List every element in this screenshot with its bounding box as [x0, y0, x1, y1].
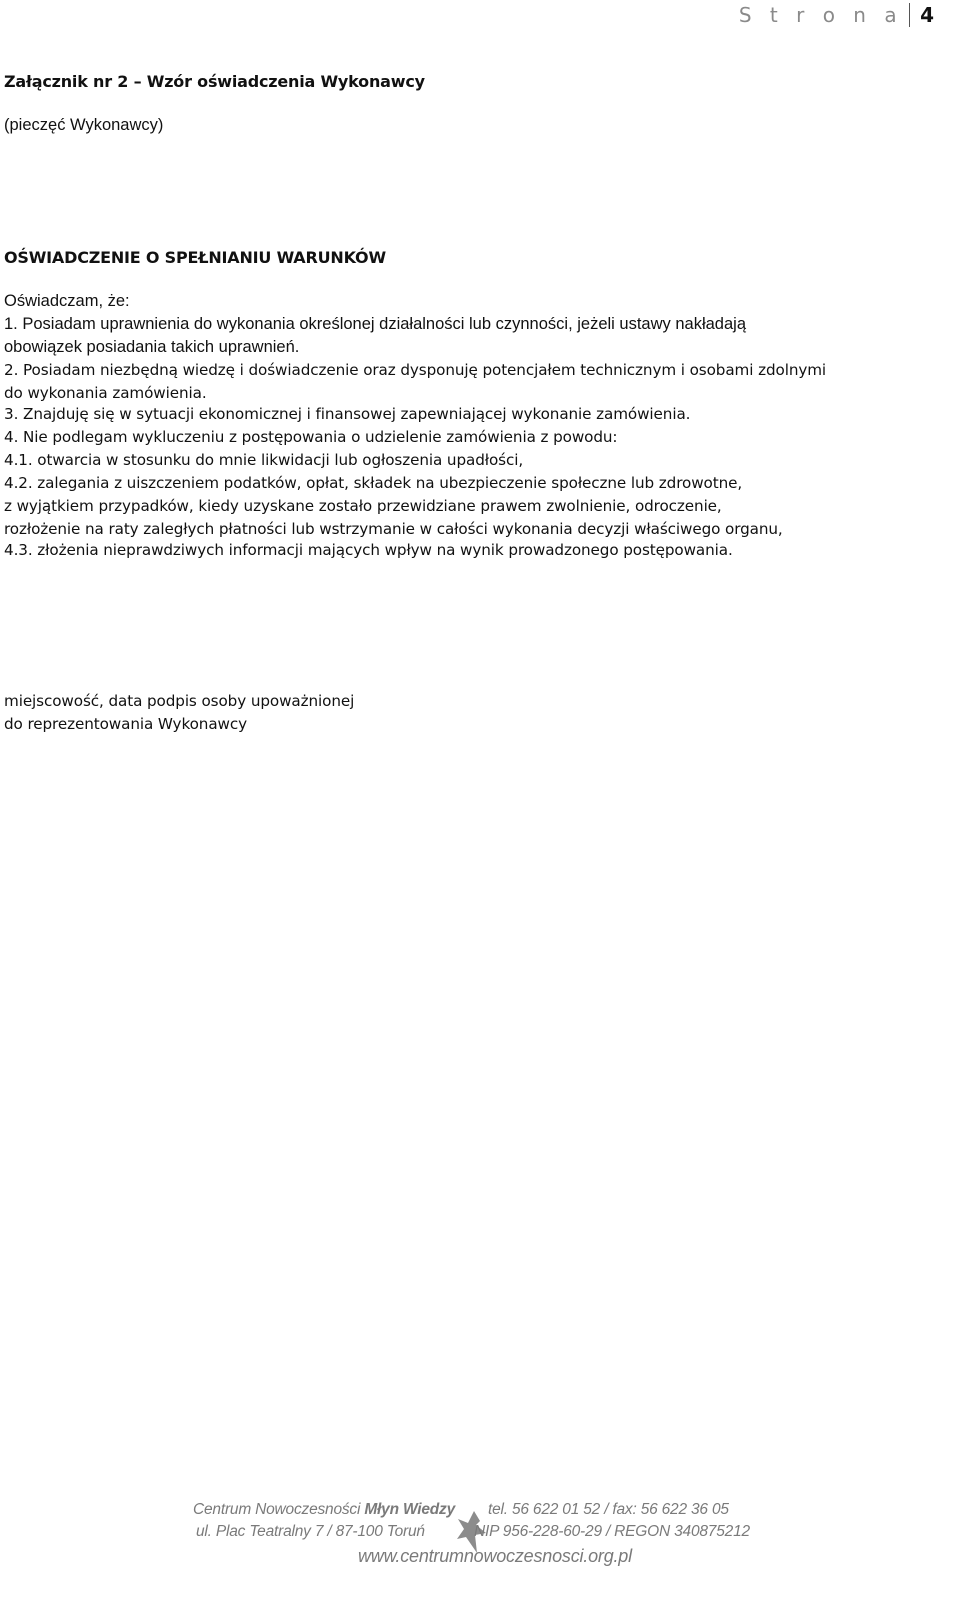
statement-line: 4.3. złożenia nieprawdziwych informacji mających wpływ na wynik prowadzonego postępowania.: [4, 541, 733, 559]
org-name-bold: Młyn Wiedzy: [364, 1501, 456, 1518]
stamp-note: (pieczęć Wykonawcy): [4, 116, 164, 134]
signature-caption-line1: miejscowość, data podpis osoby upoważnionej: [4, 692, 355, 710]
attachment-title: Załącznik nr 2 – Wzór oświadczenia Wykonawcy: [4, 72, 425, 91]
signature-caption-line2: do reprezentowania Wykonawcy: [4, 715, 247, 733]
statement-line: obowiązek posiadania takich uprawnień.: [4, 338, 300, 356]
statement-line: z wyjątkiem przypadków, kiedy uzyskane zostało przewidziane prawem zwolnienie, odroczenie,: [4, 497, 722, 515]
org-ids: NIP 956-228-60-29 / REGON 340875212: [474, 1523, 750, 1540]
org-name-prefix: Centrum Nowoczesności: [193, 1501, 361, 1518]
org-name: [193, 1501, 455, 1519]
statement-intro: Oświadczam, że:: [4, 292, 130, 310]
page-number: 4: [920, 3, 934, 27]
statement-line: 1. Posiadam uprawnienia do wykonania określonej działalności lub czynności, jeżeli ustawy nakładają: [4, 315, 747, 333]
statement-line: 4.2. zalegania z uiszczeniem podatków, opłat, składek na ubezpieczenie społeczne lub zdrowotne,: [4, 474, 743, 492]
org-address: ul. Plac Teatralny 7 / 87-100 Toruń: [196, 1523, 425, 1540]
statement-line: 3. Znajduję się w sytuacji ekonomicznej i finansowej zapewniającej wykonanie zamówienia.: [4, 405, 691, 423]
org-phone: tel. 56 622 01 52 / fax: 56 622 36 05: [488, 1501, 729, 1518]
statement-line: 2. Posiadam niezbędną wiedzę i doświadczenie oraz dysponuję potencjałem technicznym i osobami zdolnymi: [4, 361, 827, 379]
statement-line: 4. Nie podlegam wykluczeniu z postępowania o udzielenie zamówienia z powodu:: [4, 428, 618, 446]
statement-line: 4.1. otwarcia w stosunku do mnie likwidacji lub ogłoszenia upadłości,: [4, 451, 524, 469]
statement-line: do wykonania zamówienia.: [4, 384, 207, 402]
statement-heading: OŚWIADCZENIE O SPEŁNIANIU WARUNKÓW: [4, 248, 386, 267]
page-number-divider: [909, 3, 911, 27]
page-header: [739, 0, 934, 30]
statement-line: rozłożenie na raty zaległych płatności lub wstrzymanie w całości wykonania decyzji właściwego organu,: [4, 520, 783, 538]
org-website-link[interactable]: www.centrumnowoczesnosci.org.pl: [358, 1546, 632, 1566]
page-label: S t r o n a: [738, 3, 903, 27]
page-footer: [0, 1500, 960, 1613]
